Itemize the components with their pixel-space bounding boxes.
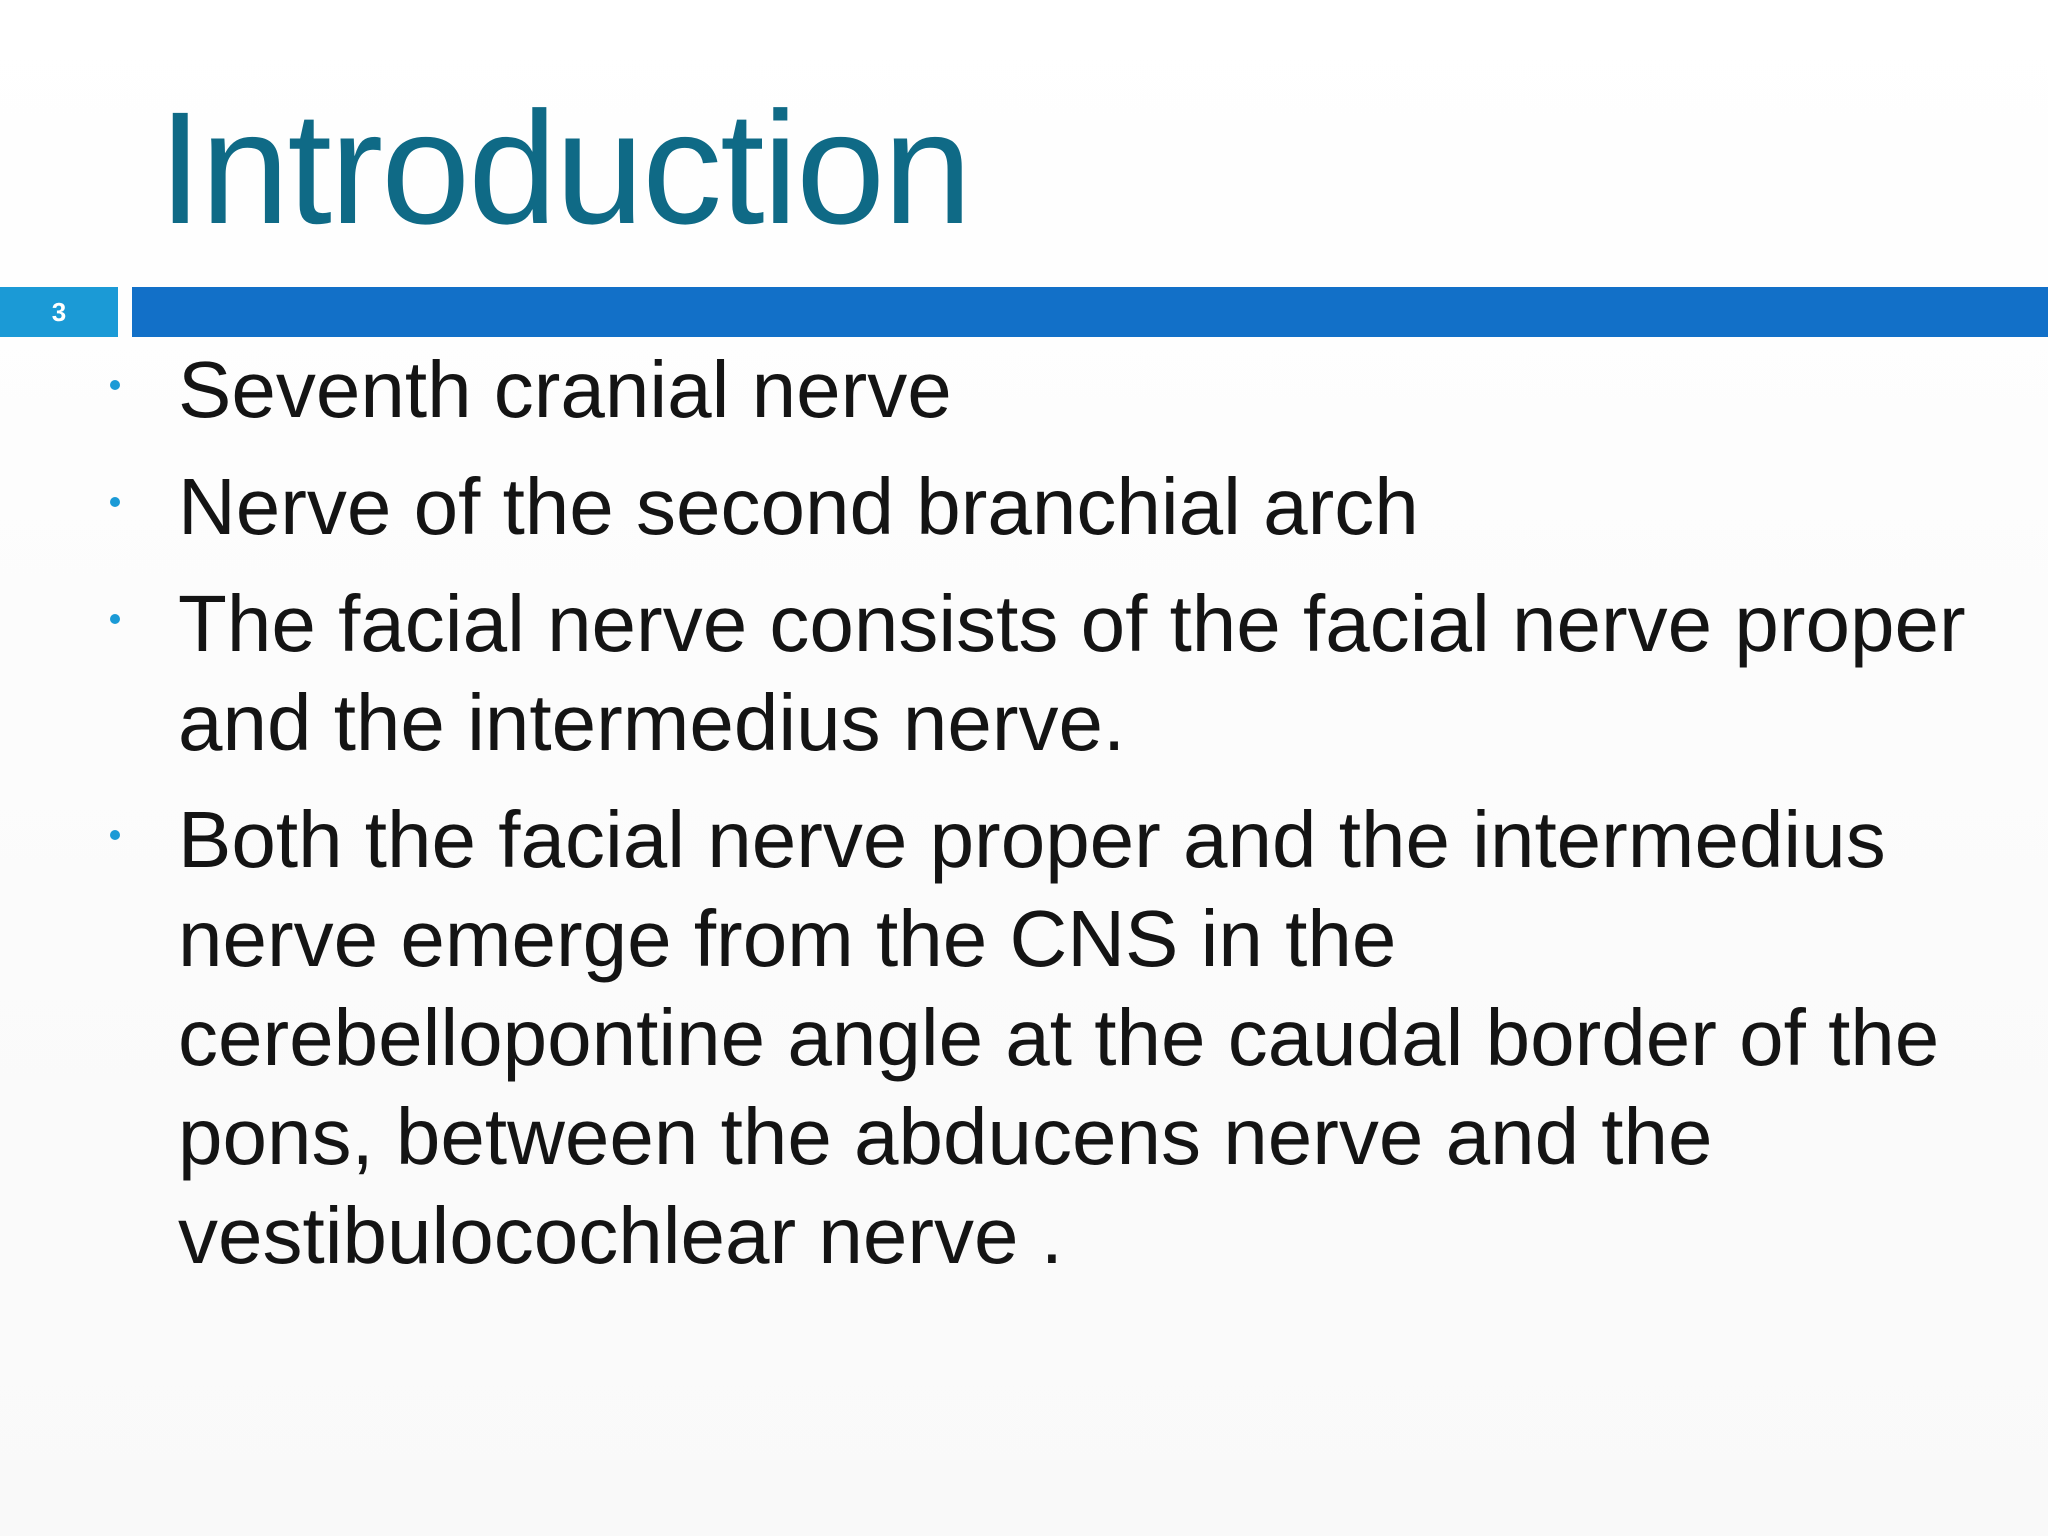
bullet-item <box>0 457 2048 556</box>
bullet-text: Both the facial nerve proper and the intermedius nerve emerge from the CNS in the cerebellopontine angle at the caudal border of the pons, between the abducens nerve and the vestibulocochlear nerve . <box>178 795 1940 1280</box>
slide-title: Introduction <box>158 78 971 257</box>
title-divider-bar <box>132 287 2048 337</box>
bullet-item <box>0 790 2048 1285</box>
slide-number: 3 <box>0 287 118 337</box>
bullet-text: Seventh cranial nerve <box>178 345 952 434</box>
bullet-dot-icon <box>110 614 120 624</box>
bullet-dot-icon <box>110 830 120 840</box>
bullet-item <box>0 574 2048 772</box>
bullet-dot-icon <box>110 380 120 390</box>
bullet-text: Nerve of the second branchial arch <box>178 462 1419 551</box>
bullet-text: The facial nerve consists of the facial nerve proper and the intermedius nerve. <box>178 579 1966 767</box>
bullet-dot-icon <box>110 497 120 507</box>
bullet-item <box>0 340 2048 439</box>
bullet-list <box>0 340 2048 1303</box>
